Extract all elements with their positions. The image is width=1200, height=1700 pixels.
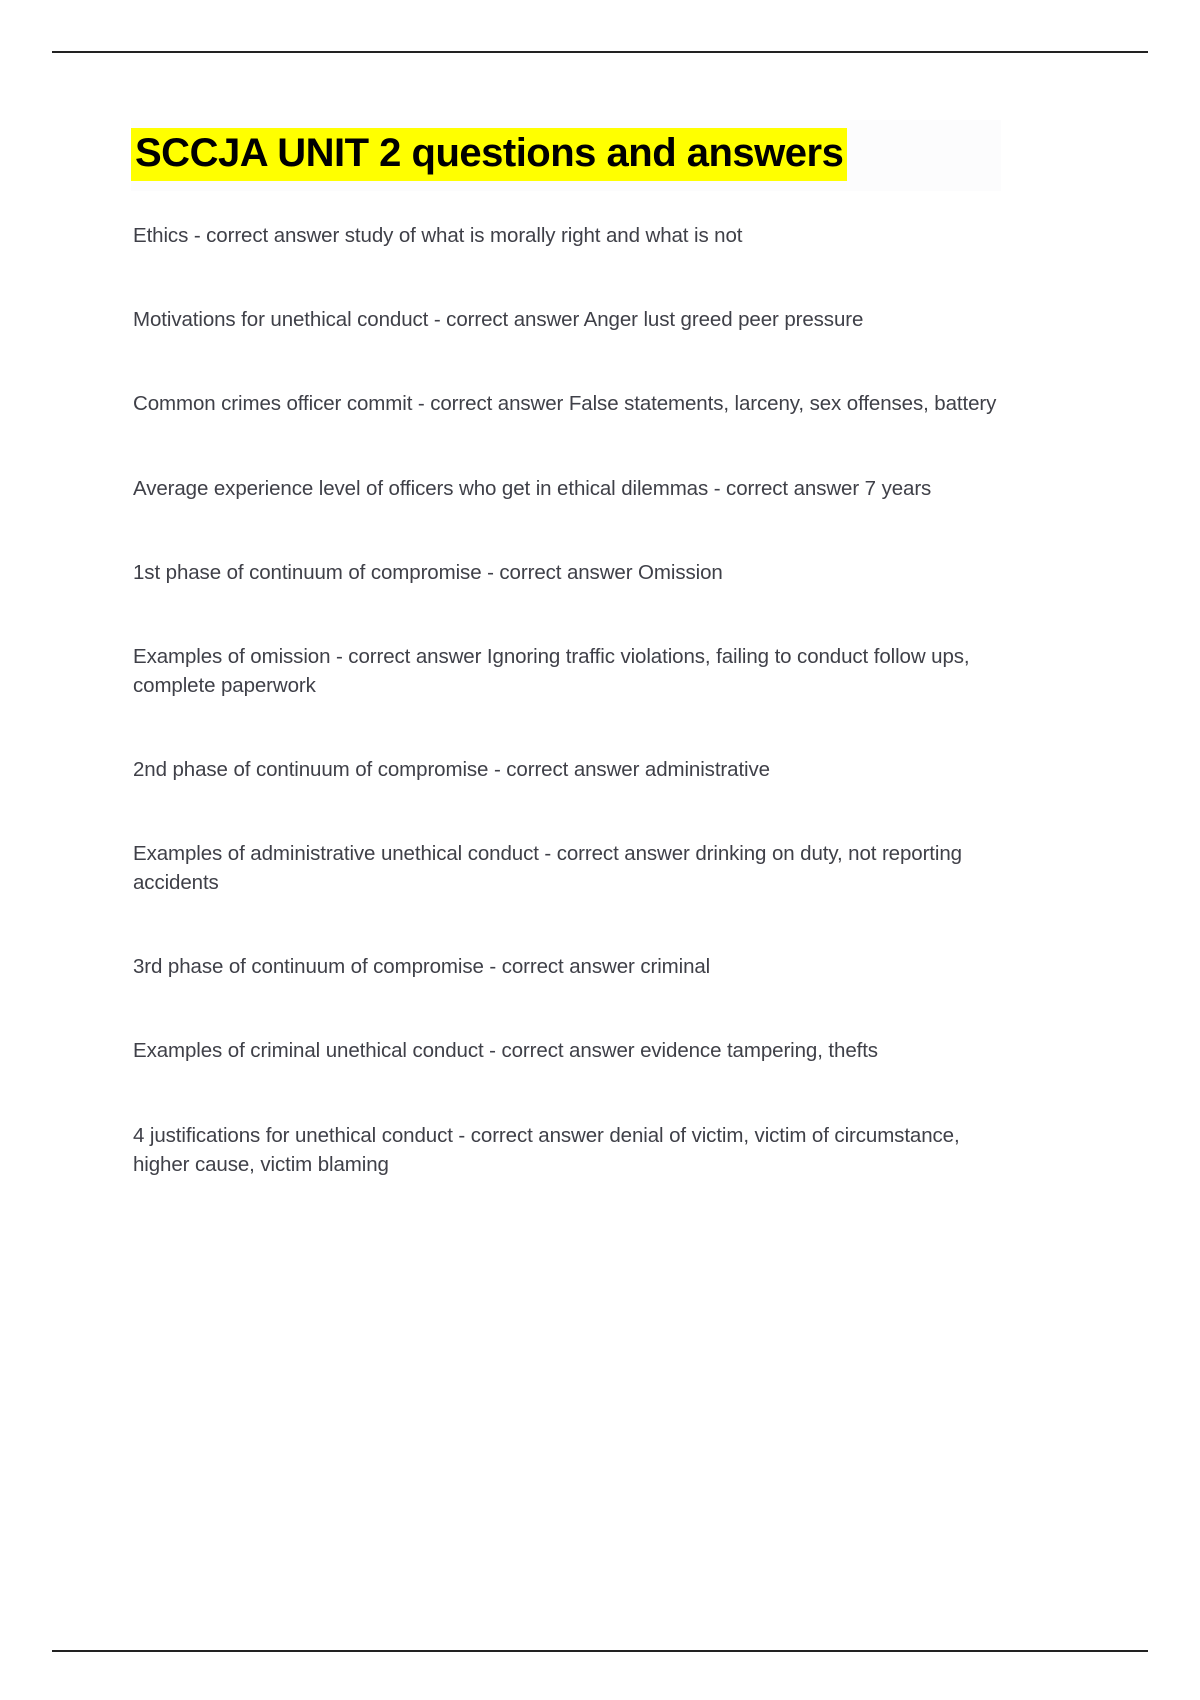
footer-divider bbox=[52, 1650, 1148, 1652]
qa-item: Examples of criminal unethical conduct - correct answer evidence tampering, thefts bbox=[133, 1039, 878, 1063]
qa-item: Motivations for unethical conduct - correct answer Anger lust greed peer pressure bbox=[133, 308, 864, 332]
qa-item: 2nd phase of continuum of compromise - correct answer administrative bbox=[133, 757, 770, 781]
document-title-container bbox=[131, 120, 1001, 191]
qa-item: Common crimes officer commit - correct answer False statements, larceny, sex offenses, battery bbox=[133, 392, 997, 416]
qa-list bbox=[133, 221, 1013, 1179]
qa-item: Ethics - correct answer study of what is morally right and what is not bbox=[133, 224, 743, 248]
page-title: SCCJA UNIT 2 questions and answers bbox=[131, 128, 847, 181]
qa-item: Average experience level of officers who get in ethical dilemmas - correct answer 7 years bbox=[133, 476, 932, 500]
qa-item: Examples of omission - correct answer Ignoring traffic violations, failing to conduct follow ups, complete paperwork bbox=[133, 644, 970, 697]
qa-item: 4 justifications for unethical conduct - correct answer denial of victim, victim of circumstance, higher cause, victim blaming bbox=[133, 1123, 960, 1176]
qa-item: 1st phase of continuum of compromise - correct answer Omission bbox=[133, 560, 723, 584]
qa-item: Examples of administrative unethical conduct - correct answer drinking on duty, not reporting accidents bbox=[133, 842, 962, 895]
document-content bbox=[133, 120, 1013, 1234]
header-divider bbox=[52, 51, 1148, 53]
qa-item: 3rd phase of continuum of compromise - correct answer criminal bbox=[133, 955, 711, 979]
